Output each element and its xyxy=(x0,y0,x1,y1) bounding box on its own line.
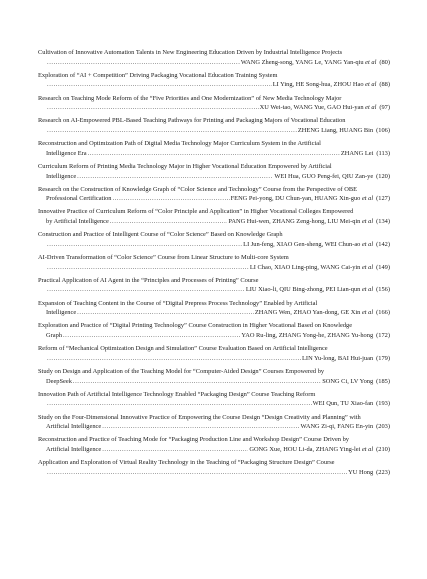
entry-authors: WEI Hua, GUO Peng-fei, QIU Zan-ye xyxy=(274,172,374,180)
toc-entry[interactable] xyxy=(38,344,390,363)
entry-authors: WANG Zi-qi, FANG En-yin xyxy=(300,423,374,431)
entry-byline xyxy=(38,80,390,90)
entry-authors: XU Wei-tao, WANG Yue, GAO Hui-yan et al xyxy=(259,104,377,112)
entry-byline xyxy=(38,103,390,113)
entry-title-continuation: Intelligence Era xyxy=(46,149,87,157)
entry-title: Study on Design and Application of the Teaching Model for “Computer-Aided Design” Courses Empowered by xyxy=(38,367,325,375)
toc-entry[interactable] xyxy=(38,185,390,204)
entry-page-number: (185) xyxy=(376,377,390,385)
entry-byline xyxy=(38,285,390,295)
entry-authors: WEI Qun, TU Xiao-fan xyxy=(312,400,374,408)
entry-title: Innovation Path of Artificial Intelligence Technology Enabled “Packaging Design” Course Teaching Reform xyxy=(38,390,316,398)
dot-leader xyxy=(77,308,254,318)
entry-authors: LI Chao, XIAO Ling-ping, WANG Cai-yin et al xyxy=(249,263,374,271)
entry-byline xyxy=(38,217,390,227)
entry-page-number: (223) xyxy=(376,468,390,476)
toc-entry[interactable] xyxy=(38,276,390,295)
entry-page-number: (134) xyxy=(376,218,390,226)
entry-page-number: (113) xyxy=(376,149,390,157)
toc-entry[interactable] xyxy=(38,71,390,90)
entry-page-number: (210) xyxy=(376,445,390,453)
entry-title: Expansion of Teaching Content in the Course of “Digital Prepress Process Technology” Enabled by Artificial xyxy=(38,299,318,307)
entry-authors: GONG Xue, HOU Li-da, ZHANG Ying-lei et al xyxy=(249,445,374,453)
entry-byline xyxy=(38,422,390,432)
entry-page-number: (203) xyxy=(376,423,390,431)
toc-entry[interactable] xyxy=(38,390,390,409)
dot-leader xyxy=(77,172,273,182)
entry-title: Practical Application of AI Agent in the “Principles and Processes of Printing” Course xyxy=(38,276,259,284)
toc-entry[interactable] xyxy=(38,435,390,454)
toc-entry[interactable] xyxy=(38,321,390,340)
entry-title-continuation: Intelligence xyxy=(46,309,77,317)
entry-page-number: (179) xyxy=(376,354,390,362)
entry-title: Study on the Four-Dimensional Innovative Practice of Empowering the Course Design “Design Creativity and Planning” with xyxy=(38,413,361,421)
entry-page-number: (193) xyxy=(376,400,390,408)
dot-leader xyxy=(47,354,301,364)
et-al-marker: et al xyxy=(363,81,377,89)
entry-byline xyxy=(38,263,390,273)
entry-title-continuation: Intelligence xyxy=(46,172,77,180)
entry-authors: ZHANG Wen, ZHAO Yan-dong, GE Xin et al xyxy=(254,309,374,317)
et-al-marker: et al xyxy=(363,104,377,112)
entry-byline xyxy=(38,240,390,250)
entry-authors: WANG Zheng-song, YANG Le, YANG Yan-qiu et al xyxy=(240,58,377,66)
entry-authors: ZHANG Lei xyxy=(340,149,374,157)
entry-byline xyxy=(38,331,390,341)
entry-authors: PANG Hui-wen, ZHANG Zeng-hong, LIU Mei-qin et al xyxy=(228,218,374,226)
dot-leader xyxy=(73,377,321,387)
dot-leader xyxy=(110,217,228,227)
entry-title: Reform of “Mechanical Optimization Design and Simulation” Course Evaluation Based on Artificial Intelligence xyxy=(38,345,328,353)
entry-page-number: (106) xyxy=(376,126,390,134)
toc-entry[interactable] xyxy=(38,48,390,67)
et-al-marker: et al xyxy=(360,263,374,271)
entry-authors: FENG Pei-yong, DU Chun-yan, HUANG Xin-guo et al xyxy=(230,195,374,203)
dot-leader xyxy=(102,445,248,455)
entry-title: Research on the Construction of Knowledge Graph of “Color Science and Technology” Course from the Perspective of OBE xyxy=(38,185,358,193)
entry-title-continuation: by Artificial Intelligence xyxy=(46,218,109,226)
entry-page-number: (142) xyxy=(376,240,390,248)
entry-authors: LIU Xiao-li, QIU Bing-zhong, PEI Lian-qun et al xyxy=(245,286,374,294)
entry-page-number: (172) xyxy=(376,331,390,339)
toc-entry[interactable] xyxy=(38,94,390,113)
et-al-marker: et al xyxy=(360,240,374,248)
entry-title: Reconstruction and Optimization Path of Digital Media Technology Major Curriculum System in the Artificial xyxy=(38,140,321,148)
table-of-contents xyxy=(38,48,390,481)
dot-leader xyxy=(47,240,242,250)
entry-page-number: (166) xyxy=(376,309,390,317)
entry-title: Exploration and Practice of “Digital Printing Technology” Course Construction in Higher Vocational Based on Knowledge xyxy=(38,322,353,330)
toc-entry[interactable] xyxy=(38,207,390,226)
entry-title: Curriculum Reform of Printing Media Technology Major in Higher Vocational Education Empowered by Artificial xyxy=(38,162,332,170)
entry-title: Exploration of “AI + Competition” Driving Packaging Vocational Education Training System xyxy=(38,71,278,79)
entry-authors: LIN Yu-long, BAI Hui-juan xyxy=(302,354,374,362)
entry-page-number: (149) xyxy=(376,263,390,271)
toc-entry[interactable] xyxy=(38,413,390,432)
entry-title-continuation: Artificial Intelligence xyxy=(46,423,102,431)
entry-byline xyxy=(38,126,390,136)
entry-page-number: (88) xyxy=(379,81,390,89)
toc-entry[interactable] xyxy=(38,253,390,272)
entry-page-number: (120) xyxy=(376,172,390,180)
entry-authors: SONG Ci, LV Yong xyxy=(322,377,374,385)
entry-byline xyxy=(38,194,390,204)
entry-byline xyxy=(38,399,390,409)
entry-byline xyxy=(38,468,390,478)
entry-page-number: (127) xyxy=(376,195,390,203)
toc-entry[interactable] xyxy=(38,162,390,181)
entry-title: Research on Teaching Mode Reform of the “Five Priorities and One Modernization” of New Media Technology Major xyxy=(38,94,342,102)
dot-leader xyxy=(47,58,240,68)
dot-leader xyxy=(47,126,297,136)
dot-leader xyxy=(47,263,249,273)
entry-authors: YU Hong xyxy=(348,468,374,476)
dot-leader xyxy=(47,80,272,90)
entry-byline xyxy=(38,354,390,364)
entry-title-continuation: Professional Certification xyxy=(46,195,112,203)
dot-leader xyxy=(47,468,347,478)
toc-entry[interactable] xyxy=(38,458,390,477)
et-al-marker: et al xyxy=(360,218,374,226)
entry-title: Reconstruction and Practice of Teaching Mode for “Packaging Production Line and Workshop Design” Course Driven by xyxy=(38,436,349,444)
dot-leader xyxy=(47,103,259,113)
entry-byline xyxy=(38,308,390,318)
entry-authors: ZHENG Liang, HUANG Bin xyxy=(297,126,374,134)
entry-title: AI-Driven Transformation of “Color Science” Course from Linear Structure to Multi-core System xyxy=(38,254,289,262)
toc-entry[interactable] xyxy=(38,139,390,158)
et-al-marker: et al xyxy=(360,195,374,203)
et-al-marker: et al xyxy=(363,58,377,66)
toc-entry[interactable] xyxy=(38,230,390,249)
entry-page-number: (97) xyxy=(379,104,390,112)
entry-page-number: (80) xyxy=(379,58,390,66)
entry-byline xyxy=(38,58,390,68)
dot-leader xyxy=(47,399,312,409)
entry-title-continuation: DeepSeek xyxy=(46,377,72,385)
toc-entry[interactable] xyxy=(38,299,390,318)
toc-entry[interactable] xyxy=(38,367,390,386)
entry-byline xyxy=(38,377,390,387)
et-al-marker: et al xyxy=(360,309,374,317)
entry-title: Application and Exploration of Virtual Reality Technology in the Teaching of “Packaging Structure Design” Course xyxy=(38,459,335,467)
entry-byline xyxy=(38,149,390,159)
entry-title: Research on AI-Empowered PBL-Based Teaching Pathways for Printing and Packaging Majors of Vocational Education xyxy=(38,117,346,125)
entry-byline xyxy=(38,445,390,455)
entry-page-number: (156) xyxy=(376,286,390,294)
dot-leader xyxy=(88,149,340,159)
dot-leader xyxy=(102,422,299,432)
dot-leader xyxy=(47,285,245,295)
entry-authors: LI Ying, HE Song-hua, ZHOU Hao et al xyxy=(272,81,377,89)
entry-title: Innovative Practice of Curriculum Reform of “Color Principle and Application” in Higher Vocational Colleges Empowered xyxy=(38,208,354,216)
entry-title: Construction and Practice of Intelligent Course of “Color Science” Based on Knowledge Graph xyxy=(38,231,283,239)
dot-leader xyxy=(113,194,230,204)
et-al-marker: et al xyxy=(360,286,374,294)
entry-authors: YAO Ru-ling, ZHANG Yong-he, ZHANG Yu-hong xyxy=(241,331,374,339)
entry-authors: LI Jun-feng, XIAO Gen-sheng, WEI Chun-ao et al xyxy=(243,240,374,248)
entry-byline xyxy=(38,172,390,182)
toc-entry[interactable] xyxy=(38,116,390,135)
entry-title: Cultivation of Innovative Automation Talents in New Engineering Education Driven by Industrial Intelligence Projects xyxy=(38,49,343,56)
entry-title-continuation: Graph xyxy=(46,331,62,339)
entry-title-continuation: Artificial Intelligence xyxy=(46,445,102,453)
dot-leader xyxy=(63,331,240,341)
et-al-marker: et al xyxy=(360,445,374,453)
